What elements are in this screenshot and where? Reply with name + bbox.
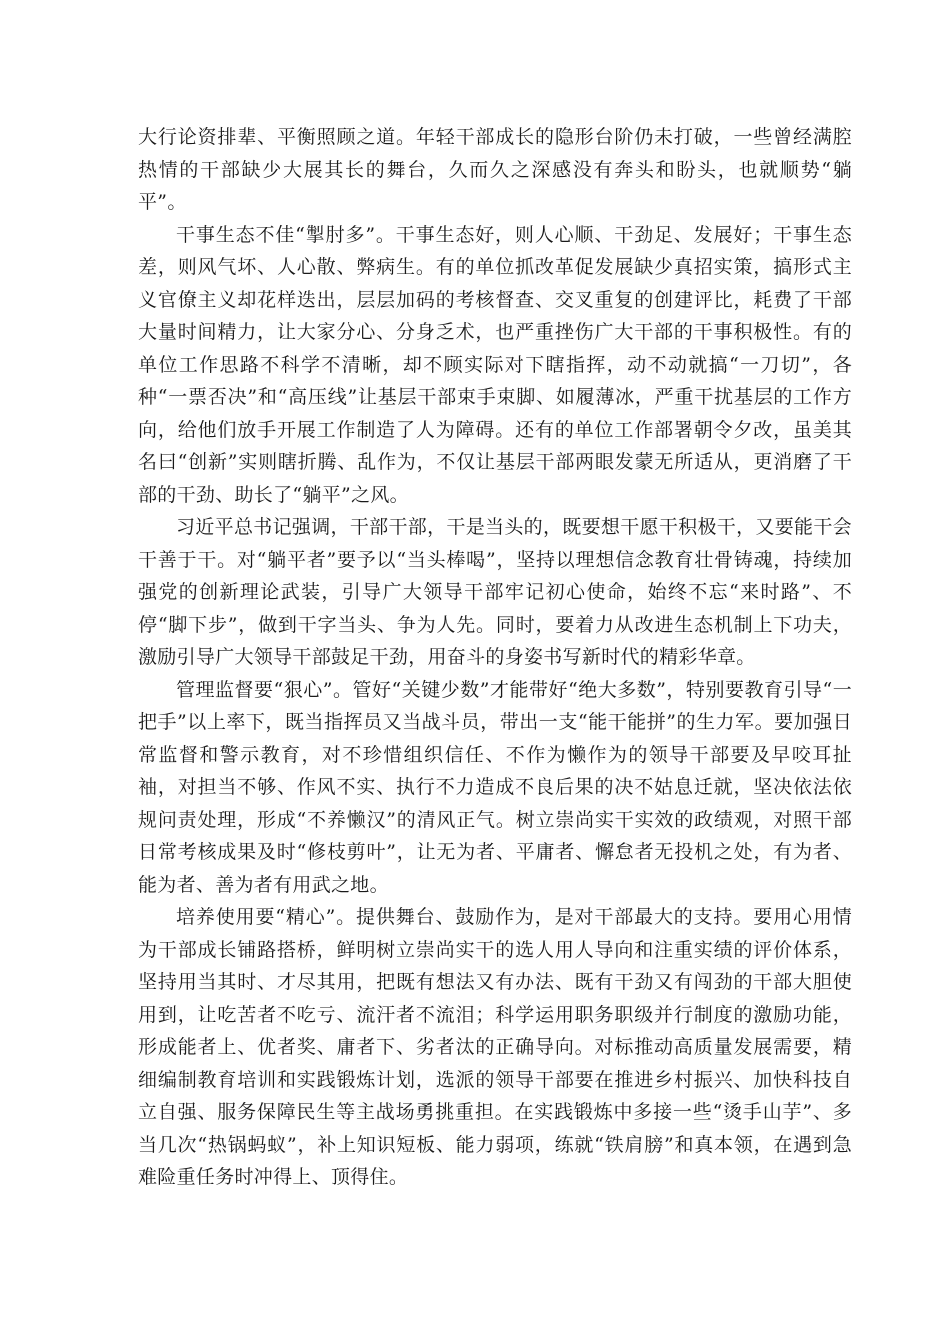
paragraph-continued: 大行论资排辈、平衡照顾之道。年轻干部成长的隐形台阶仍未打破，一些曾经满腔热情的干部缺少大展其长的舞台，久而久之深感没有奔头和盼头，也就顺势“躺平”。 — [138, 126, 852, 213]
document-page — [138, 121, 852, 1194]
paragraph-training: 培养使用要“精心”。提供舞台、鼓励作为，是对干部最大的支持。要用心用情为干部成长铺路搭桥，鲜明树立崇尚实干的选人用人导向和注重实绩的评价体系，坚持用当其时、才尽其用，把既有想法又有办法、既有干劲又有闯劲的干部大胆使用到，让吃苦者不吃亏、流汗者不流泪；科学运用职务职级并行制度的激励功能，形成能者上、优者奖、庸者下、劣者汰的正确导向。对标推动高质量发展需要，精细编制教育培训和实践锻炼计划，选派的领导干部要在推进乡村振兴、加快科技自立自强、服务保障民生等主战场勇挑重担。在实践锻炼中多接一些“烫手山芋”、多当几次“热锅蚂蚁”，补上知识短板、能力弱项，练就“铁肩膀”和真本领，在遇到急难险重任务时冲得上、顶得住。 — [138, 906, 852, 1188]
paragraph-xi-remarks: 习近平总书记强调，干部干部，干是当头的，既要想干愿干积极干，又要能干会干善于干。对“躺平者”要予以“当头棒喝”，坚持以理想信念教育壮骨铸魂，持续加强党的创新理论武装，引导广大领导干部牢记初心使命，始终不忘“来时路”、不停“脚下步”，做到干字当头、争为人先。同时，要着力从改进生态机制上下功夫，激励引导广大领导干部鼓足干劲，用奋斗的身姿书写新时代的精彩华章。 — [138, 516, 852, 668]
paragraph-work-ecology: 干事生态不佳“掣肘多”。干事生态好，则人心顺、干劲足、发展好；干事生态差，则风气坏、人心散、弊病生。有的单位抓改革促发展缺少真招实策，搞形式主义官僚主义却花样迭出，层层加码的考核督查、交叉重复的创建评比，耗费了干部大量时间精力，让大家分心、分身乏术，也严重挫伤广大干部的干事积极性。有的单位工作思路不科学不清晰，却不顾实际对下瞎指挥，动不动就搞“一刀切”，各种“一票否决”和“高压线”让基层干部束手束脚、如履薄冰，严重干扰基层的工作方向，给他们放手开展工作制造了人为障碍。还有的单位工作部署朝令夕改，虽美其名曰“创新”实则瞎折腾、乱作为，不仅让基层干部两眼发蒙无所适从，更消磨了干部的干劲、助长了“躺平”之风。 — [138, 223, 852, 506]
paragraph-supervision: 管理监督要“狠心”。管好“关键少数”才能带好“绝大多数”，特别要教育引导“一把手”以上率下，既当指挥员又当战斗员，带出一支“能干能拼”的生力军。要加强日常监督和警示教育，对不珍惜组织信任、不作为懒作为的领导干部要及早咬耳扯袖，对担当不够、作风不实、执行不力造成不良后果的决不姑息迁就，坚决依法依规问责处理，形成“不养懒汉”的清风正气。树立崇尚实干实效的政绩观，对照干部日常考核成果及时“修枝剪叶”，让无为者、平庸者、懈怠者无投机之处，有为者、能为者、善为者有用武之地。 — [138, 678, 852, 896]
